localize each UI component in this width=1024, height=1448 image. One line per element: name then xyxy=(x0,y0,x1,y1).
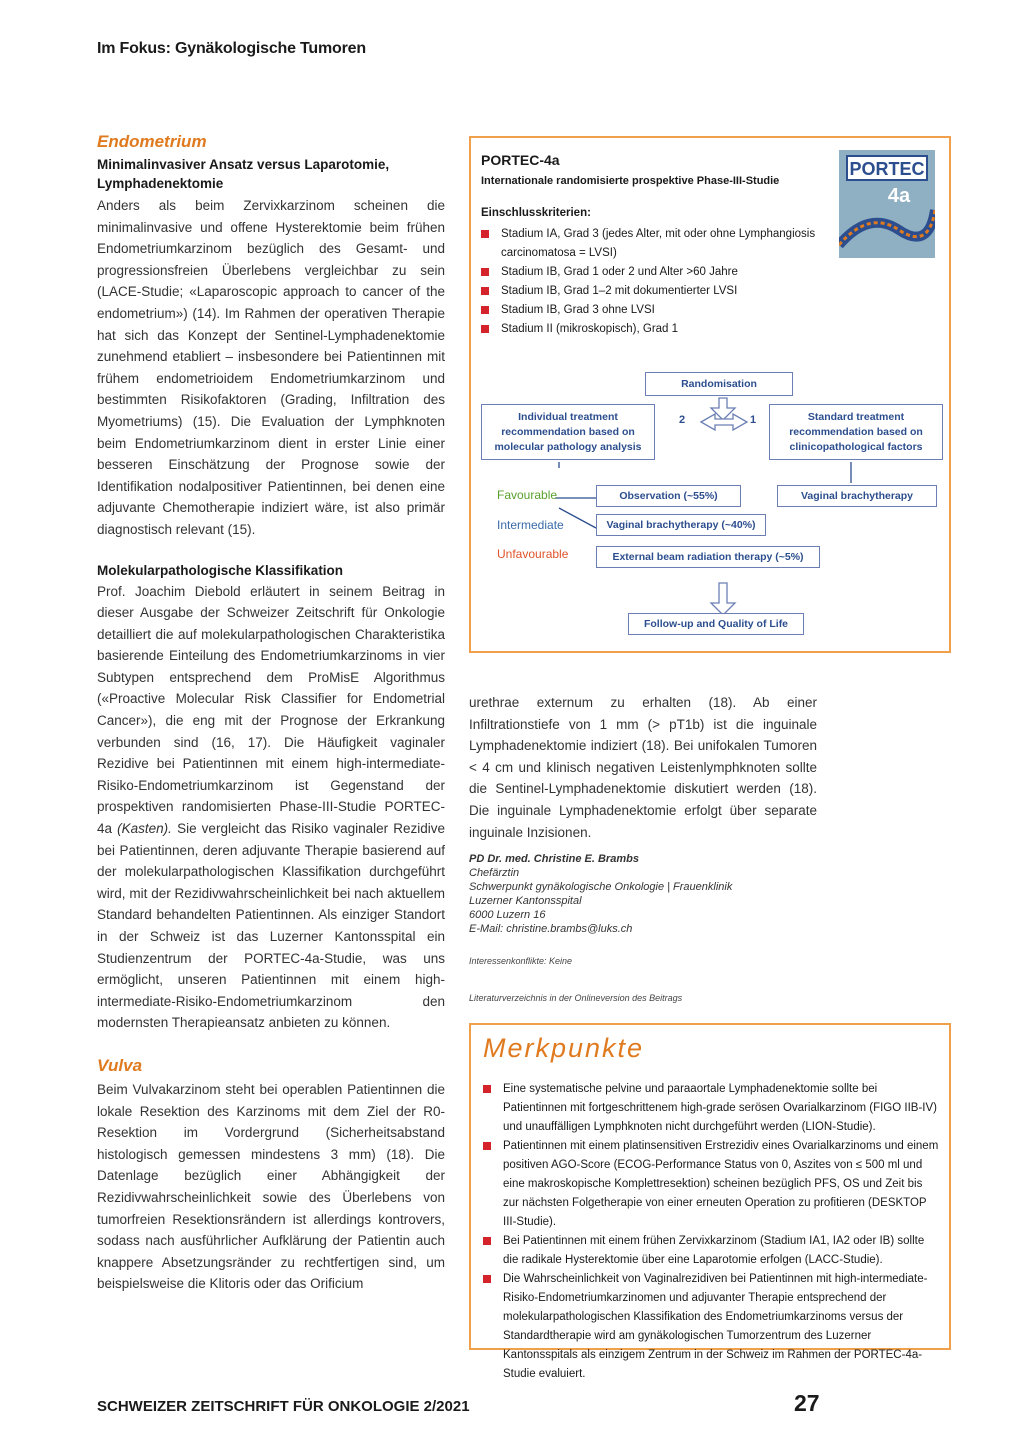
paragraph-molekular xyxy=(97,581,445,1034)
merkpunkt-item: Die Wahrscheinlichkeit von Vaginalrezidiven bei Patientinnen mit high-intermediate-Risiko-Endometriumkarzinomen und adjuvanter Therapie entsprechend der molekularpathologischen Klassifikation des Endometriumkarzinoms versus der Standardtherapie wird am gynäkologischen Tumorzentrum des Luzerner Kantonsspitals als einzigem Zentrum in der Schweiz im Rahmen der PORTEC-4a-Studie evaluiert. xyxy=(483,1270,939,1384)
conflicts-note: Interessenkonflikte: Keine xyxy=(469,956,573,966)
flow-followup: Follow-up and Quality of Life xyxy=(628,613,804,635)
merkpunkte-box xyxy=(469,1023,951,1380)
author-block xyxy=(469,852,809,1005)
inclusion-heading: Einschlusskriterien: xyxy=(481,207,591,219)
flow-standard-treatment: Standard treatment recommendation based on clinicopathological factors xyxy=(769,404,943,460)
inclusion-item: Stadium IB, Grad 3 ohne LVSI xyxy=(481,301,821,320)
portec-title: PORTEC-4a xyxy=(481,152,560,168)
page-number: 27 xyxy=(794,1390,820,1416)
paragraph-molekular-part2: Sie vergleicht das Risiko vaginaler Rezidive bei Patientinnen, deren adjuvante Therapie basierend auf der molekularpathologischen Klassifikation durchgeführt wird, mit der Rezidivwahrscheinlichkeit bei nach aktuellem Standard behandelten Patientinnen. Als einziger Standort in der Schweiz ist das Luzerner Kantonsspital ein Studienzentrum der PORTEC-4a-Studie, was uns ermöglicht, unseren Patientinnen mit einem high-intermediate-Risiko-Endometriumkarzinom den modernsten Therapieansatz anbieten zu können. xyxy=(97,821,445,1031)
author-dept: Schwerpunkt gynäkologische Onkologie | Frauenklinik xyxy=(469,881,733,893)
paragraph-vulva-continued: urethrae externum zu erhalten (18). Ab einer Infiltrationstiefe von 1 mm (> pT1b) ist die inguinale Lymphadenektomie indiziert (18). Bei unifokalen Tumoren < 4 cm und klinisch negativen Leistenlymphknoten sollte die Sentinel-Lymphadenektomie diskutiert werden (18). Die inguinale Lymphadenektomie erfolgt über separate inguinale Inzisionen. xyxy=(469,695,817,840)
portec-subtitle: Internationale randomisierte prospektive Phase-III-Studie xyxy=(481,175,780,187)
connector-intermediate xyxy=(559,508,596,528)
label-unfavourable: Unfavourable xyxy=(497,547,569,561)
author-institution: Luzerner Kantonsspital xyxy=(469,895,582,907)
kasten-reference: (Kasten). xyxy=(117,821,172,837)
subhead-molekular: Molekularpathologische Klassifikation xyxy=(97,562,344,578)
section-title-vulva: Vulva xyxy=(97,1055,143,1075)
journal-footer: SCHWEIZER ZEITSCHRIFT FÜR ONKOLOGIE 2/2021 xyxy=(97,1398,470,1415)
running-head: Im Fokus: Gynäkologische Tumoren xyxy=(97,40,366,57)
flow-arrows xyxy=(471,138,949,651)
inclusion-item: Stadium II (mikroskopisch), Grad 1 xyxy=(481,320,821,339)
label-intermediate: Intermediate xyxy=(497,518,564,532)
label-favourable: Favourable xyxy=(497,488,558,502)
merkpunkt-item: Eine systematische pelvine und paraaortale Lymphadenektomie sollte bei Patientinnen mit fortgeschrittenem high-grade serösen Ovarialkarzinom (FIGO IIB-IV) und unauffälligen Lymphknoten nicht durchgeführt werden (LION-Studie). xyxy=(483,1080,939,1137)
author-city: 6000 Luzern 16 xyxy=(469,909,546,921)
paragraph-vulva: Beim Vulvakarzinom steht bei operablen Patientinnen die lokale Resektion des Karzinoms mit dem Ziel der R0-Resektion im Vordergrund (Sicherheitsabstand histologisch gemessen mindestens 3 mm) (18). Die Datenlage bezüglich einer Abhängigkeit der Rezidivwahrscheinlichkeit sowie des Überlebens von tumorfreien Resektionsrändern ist allerdings kontrovers, sodass nach ausführlicher Aufklärung der Patientin auch knappere Absetzungsränder zu rechtfertigen sind, um beispielsweise die Klitoris oder das Orificium xyxy=(97,1081,445,1292)
portec-logo-text: PORTEC xyxy=(849,159,925,179)
flow-vbt-right: Vaginal brachytherapy xyxy=(777,485,937,507)
flow-observation: Observation (~55%) xyxy=(596,485,741,507)
paragraph-endometrium: Anders als beim Zervixkarzinom scheinen die minimalinvasive und offene Hysterektomie beim frühen Endometriumkarzinom bezüglich des Gesamt- und progressionsfreien Überlebens vergleichbar zu sein (LACE-Studie; «Laparoscopic approach to cancer of the endometrium») (14). Im Rahmen der operativen Therapie hat sich das Konzept der Sentinel-Lymphadenektomie zunehmend etabliert – insbesondere bei Patientinnen mit frühem endometrioidem Endometriumkarzinom und bestimmten Risikofaktoren (Grading, Infiltration des Myometriums) (15). Die Evaluation der Lymphknoten beim Endometriumkarzinom dient in erster Linie einer besseren Einschätzung der Prognose sowie der Identifikation nodalpositiver Patientinnen, bei denen eine adjuvante Chemotherapie indiziert wäre, ist also primär diagnostisch relevant (15). xyxy=(97,198,445,537)
paragraph-molekular-part1: Prof. Joachim Diebold erläutert in seinem Beitrag in dieser Ausgabe der Schweizer Zeitschrift für Onkologie detailliert die auf molekularpathologischen Charakteristika basierende Einteilung des Endometriumkarzinoms in vier Subtypen entsprechend dem ProMisE Algorithmus («Proactive Molecular Risk Classifier for Endometrial Cancer»), die eng mit der Prognose der Erkrankung verbunden sind (16, 17). Die Häufigkeit vaginaler Rezidive bei Patientinnen mit einem high-intermediate-Risiko-Endometriumkarzinom ist Gegenstand der prospektiven randomisierten Phase-III-Studie PORTEC-4a xyxy=(97,583,445,837)
author-role: Chefärztin xyxy=(469,867,520,879)
merkpunkt-item: Patientinnen mit einem platinsensitiven Erstrezidiv eines Ovarialkarzinoms und einem positiven AGO-Score (ECOG-Performance Status von 0, Aszites von ≤ 500 ml und eine makroskopische Komplettresektion) scheinen bezüglich PFS, OS und Zeit bis zur nächsten Folgetherapie von einer erneuten Operation zu profitieren (DESKTOP III-Studie). xyxy=(483,1137,939,1232)
arm-right-label: 1 xyxy=(750,414,757,426)
author-email[interactable]: E-Mail: christine.brambs@luks.ch xyxy=(469,923,633,935)
merkpunkte-title: Merkpunkte xyxy=(483,1033,645,1063)
inclusion-item: Stadium IB, Grad 1 oder 2 und Alter >60 Jahre xyxy=(481,263,821,282)
inclusion-item: Stadium IA, Grad 3 (jedes Alter, mit oder ohne Lymphangiosis carcinomatosa = LVSI) xyxy=(481,225,821,263)
section-title-endometrium: Endometrium xyxy=(97,132,207,151)
arm-left-label: 2 xyxy=(679,414,686,426)
merkpunkte-list xyxy=(483,1080,939,1384)
subhead-minimalinvasiv: Minimalinvasiver Ansatz versus Laparotomie, Lymphadenektomie xyxy=(97,157,390,191)
author-name: PD Dr. med. Christine E. Brambs xyxy=(469,853,639,865)
portec-box xyxy=(469,136,951,653)
portec-logo-sub: 4a xyxy=(887,185,911,207)
right-column xyxy=(469,692,817,843)
flow-vbt-left: Vaginal brachytherapy (~40%) xyxy=(596,514,766,536)
references-note: Literaturverzeichnis in der Onlineversion des Beitrags xyxy=(469,993,683,1003)
left-column xyxy=(97,132,445,1295)
merkpunkt-item: Bei Patientinnen mit einem frühen Zervixkarzinom (Stadium IA1, IA2 oder IB) sollte die radikale Hysterektomie über eine Laparotomie erfolgen (LACC-Studie). xyxy=(483,1232,939,1270)
inclusion-item: Stadium IB, Grad 1–2 mit dokumentierter LVSI xyxy=(481,282,821,301)
flow-ebrt: External beam radiation therapy (~5%) xyxy=(596,546,820,568)
flow-individual-treatment: Individual treatment recommendation based on molecular pathology analysis xyxy=(481,404,655,460)
flow-randomisation: Randomisation xyxy=(645,372,793,396)
arrow-down-followup xyxy=(711,583,735,615)
